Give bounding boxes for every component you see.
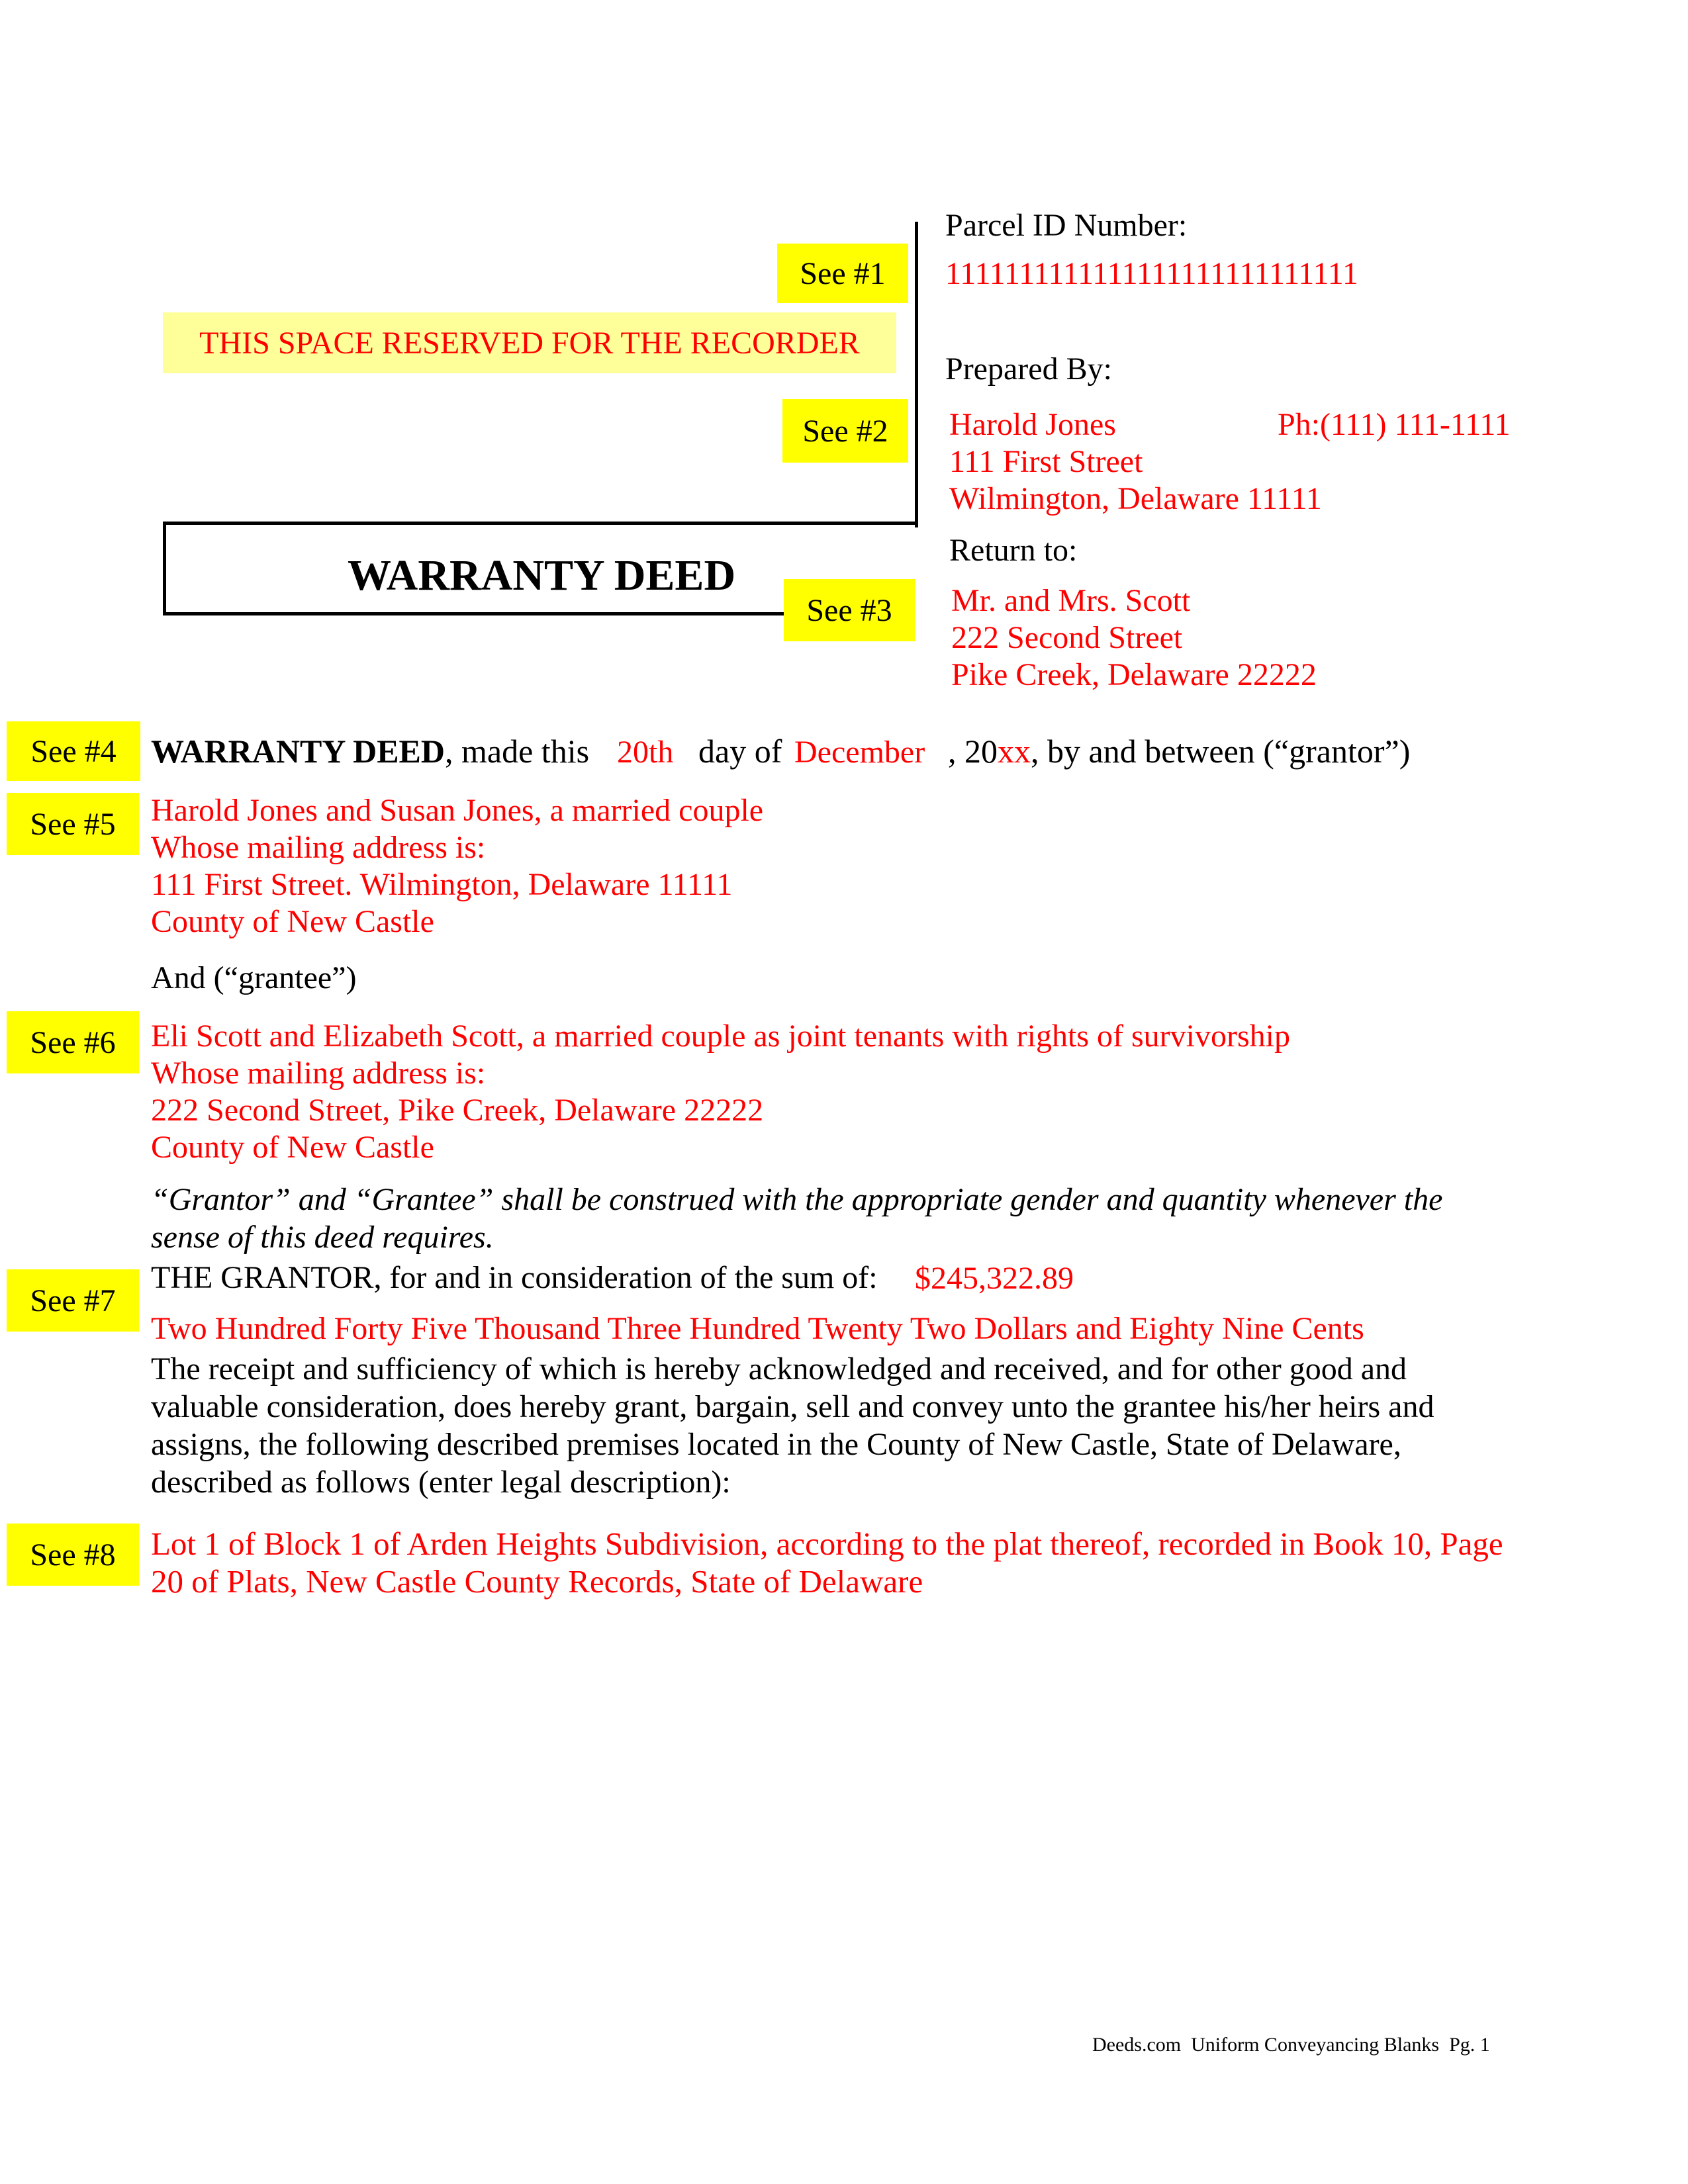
receipt-line-4: described as follows (enter legal description): [151,1465,731,1500]
prepared-by-name: Harold Jones [949,407,1116,442]
grantor-county: County of New Castle [151,904,434,939]
prepared-by-street: 111 First Street [949,444,1143,479]
callout-4: See #4 [7,721,140,781]
callout-8: See #8 [7,1524,139,1586]
grantee-address: 222 Second Street, Pike Creek, Delaware 22222 [151,1093,764,1128]
callout-6: See #6 [7,1011,139,1073]
recorder-divider-line [915,222,918,527]
return-to-city: Pike Creek, Delaware 22222 [951,657,1317,692]
parcel-id-value: 1111111111111111111111111111 [945,256,1358,291]
grantee-county: County of New Castle [151,1130,434,1165]
consideration-amount: $245,322.89 [915,1261,1074,1296]
legal-line-1: Lot 1 of Block 1 of Arden Heights Subdivision, according to the plat thereof, recorded in Book 10, Page [151,1525,1503,1562]
prepared-by-phone: Ph:(111) 111-1111 [1278,407,1511,442]
receipt-line-3: assigns, the following described premises located in the County of New Castle, State of Delaware, [151,1427,1401,1462]
prepared-by-city: Wilmington, Delaware 11111 [949,481,1322,516]
intro-between: , by and between (“grantor”) [1031,733,1411,770]
grantee-names: Eli Scott and Elizabeth Scott, a married couple as joint tenants with rights of survivorship [151,1019,1290,1054]
consideration-label: THE GRANTOR, for and in consideration of the sum of: [151,1260,878,1295]
receipt-line-2: valuable consideration, does hereby grant, bargain, sell and convey unto the grantee his/her heirs and [151,1389,1434,1424]
intro-day-of: day of [698,733,782,770]
recorder-reserved-area [163,312,896,373]
intro-made-this: , made this [445,733,590,770]
parcel-id-label: Parcel ID Number: [945,208,1188,243]
deed-title: WARRANTY DEED [348,551,736,600]
receipt-line-1: The receipt and sufficiency of which is hereby acknowledged and received, and for other good and [151,1351,1407,1387]
return-to-label: Return to: [949,533,1078,568]
callout-3: See #3 [784,579,915,641]
recorder-reserved-text: THIS SPACE RESERVED FOR THE RECORDER [199,325,860,361]
construed-line-1: “Grantor” and “Grantee” shall be construed with the appropriate gender and quantity whenever the [151,1182,1443,1217]
return-to-name: Mr. and Mrs. Scott [951,583,1191,618]
legal-line-2: 20 of Plats, New Castle County Records, State of Delaware [151,1563,923,1600]
grantor-mailing-label: Whose mailing address is: [151,830,486,865]
callout-1: See #1 [777,244,908,303]
prepared-by-label: Prepared By: [945,351,1112,387]
callout-7: See #7 [7,1269,139,1332]
callout-5: See #5 [7,793,139,855]
intro-month: December [794,735,925,770]
footer-text: Deeds.com Uniform Conveyancing Blanks Pg. 1 [1092,2034,1490,2056]
grantor-names: Harold Jones and Susan Jones, a married couple [151,793,764,828]
construed-line-2: sense of this deed requires. [151,1220,494,1255]
intro-title: WARRANTY DEED [151,733,445,770]
intro-year-prefix: , 20 [948,733,998,770]
return-to-street: 222 Second Street [951,620,1183,655]
intro-line [151,732,589,770]
and-grantee: And (“grantee”) [151,960,357,995]
intro-year: xx [998,733,1031,770]
consideration-words: Two Hundred Forty Five Thousand Three Hundred Twenty Two Dollars and Eighty Nine Cents [151,1311,1364,1346]
intro-year-line [948,732,1410,770]
grantee-mailing-label: Whose mailing address is: [151,1056,486,1091]
grantor-address: 111 First Street. Wilmington, Delaware 11111 [151,867,733,902]
intro-day: 20th [617,735,674,770]
callout-2: See #2 [782,399,908,463]
